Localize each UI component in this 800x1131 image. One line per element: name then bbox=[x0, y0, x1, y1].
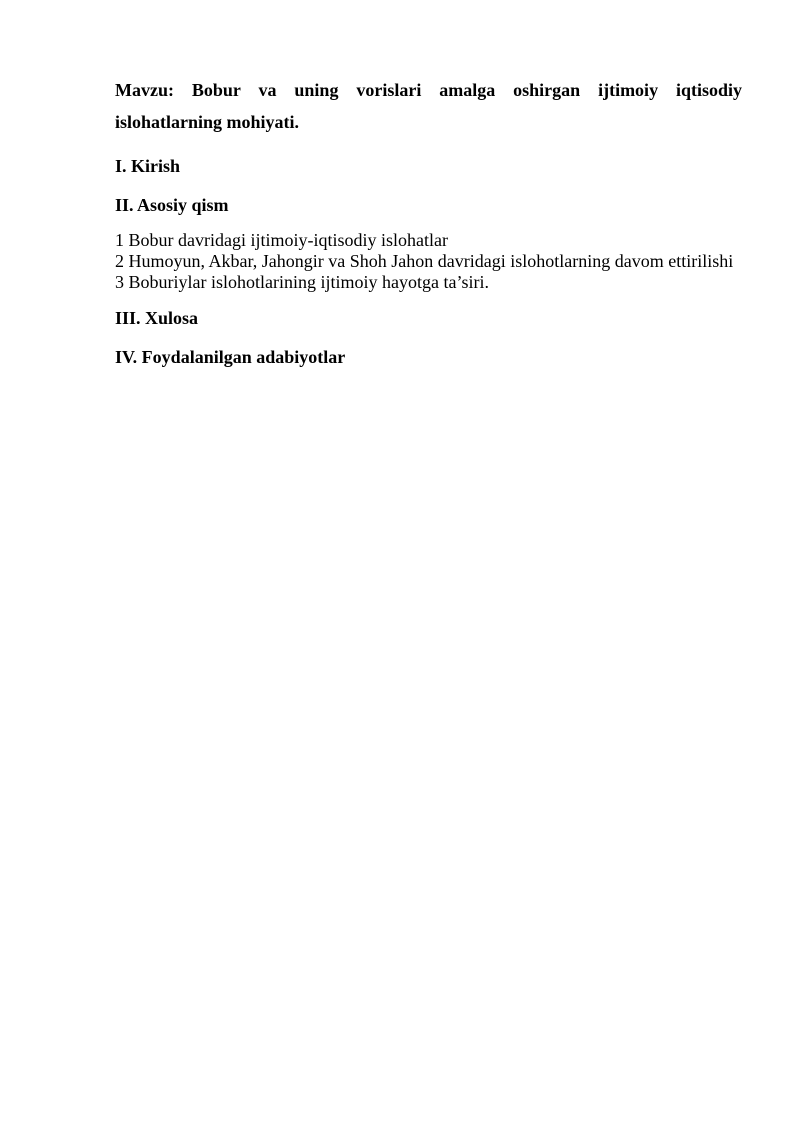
document-page bbox=[115, 74, 742, 368]
list-item: 2 Humoyun, Akbar, Jahongir va Shoh Jahon davridagi islohotlarning davom ettirilishi bbox=[115, 251, 734, 271]
section-heading-intro: I. Kirish bbox=[115, 156, 181, 176]
main-section-items bbox=[115, 230, 742, 293]
section-heading-main: II. Asosiy qism bbox=[115, 195, 229, 215]
list-item: 1 Bobur davridagi ijtimoiy-iqtisodiy islohatlar bbox=[115, 230, 448, 250]
section-heading-conclusion: III. Xulosa bbox=[115, 308, 199, 328]
section-heading-references: IV. Foydalanilgan adabiyotlar bbox=[115, 347, 346, 367]
list-item: 3 Boburiylar islohotlarining ijtimoiy hayotga ta’siri. bbox=[115, 272, 489, 292]
document-title: Mavzu: Bobur va uning vorislari amalga oshirgan ijtimoiy iqtisodiy islohatlarning mohiyati. bbox=[115, 80, 742, 132]
